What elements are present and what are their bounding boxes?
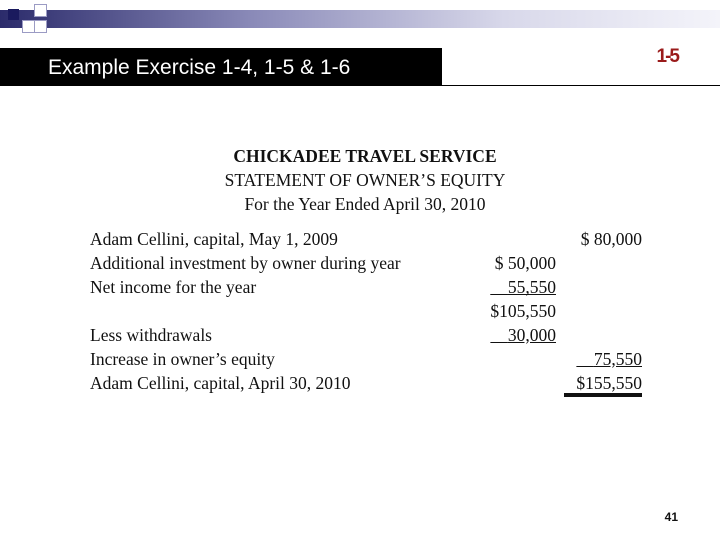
row-amount-col2: $ 80,000 — [580, 229, 642, 249]
decor-square-filled — [8, 9, 19, 20]
row-label: Adam Cellini, capital, May 1, 2009 — [90, 229, 338, 249]
decor-square-outline — [34, 20, 47, 33]
row-label: Additional investment by owner during year — [90, 253, 401, 273]
row-amount-col2: 75,550 — [593, 349, 642, 369]
statement-period: For the Year Ended April 30, 2010 — [244, 194, 486, 214]
page-number: 41 — [664, 510, 678, 524]
row-label: Less withdrawals — [90, 325, 212, 345]
decor-square-outline — [34, 4, 47, 17]
slide-title: Example Exercise 1-4, 1-5 & 1-6 — [48, 56, 351, 79]
company-name: CHICKADEE TRAVEL SERVICE — [233, 146, 497, 166]
row-total: $155,550 — [576, 373, 642, 393]
header-decoration-band — [0, 10, 720, 28]
row-amount-col1: 30,000 — [507, 325, 556, 345]
row-label: Increase in owner’s equity — [90, 349, 275, 369]
row-amount-col1: $ 50,000 — [494, 253, 556, 273]
row-subtotal: $105,550 — [490, 301, 556, 321]
double-underline — [564, 393, 642, 397]
title-rule — [0, 85, 720, 86]
row-amount-col1: 55,550 — [507, 277, 556, 297]
row-label: Net income for the year — [90, 277, 257, 297]
slide-code: 1-5 — [656, 46, 678, 67]
row-label: Adam Cellini, capital, April 30, 2010 — [90, 373, 351, 393]
statement-name: STATEMENT OF OWNER’S EQUITY — [224, 170, 506, 190]
